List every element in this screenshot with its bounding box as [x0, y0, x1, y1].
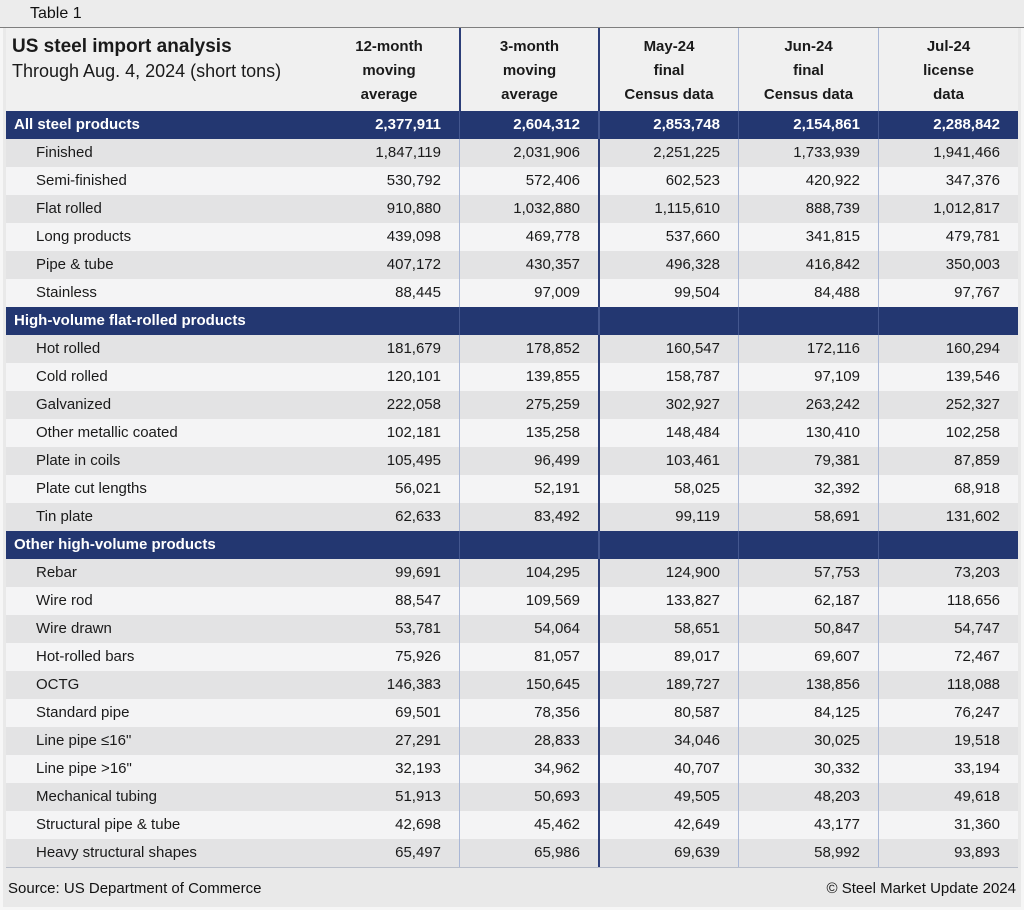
table-number-label: Table 1 [30, 5, 82, 22]
table-row [6, 699, 1018, 727]
cell-jul24: 97,767 [878, 279, 1018, 307]
cell-jul24: 160,294 [878, 335, 1018, 363]
cell-jun24: 69,607 [738, 643, 878, 671]
cell-12m: 105,495 [386, 452, 441, 469]
cell-jun24: 84,488 [738, 279, 878, 307]
cell-3m: 81,057 [459, 643, 598, 671]
row-label: Wire rod [36, 592, 93, 609]
table-row [6, 447, 1018, 475]
cell-jun24: 30,332 [738, 755, 878, 783]
cell-jun24: 32,392 [738, 475, 878, 503]
cell-jul24: 68,918 [878, 475, 1018, 503]
cell-jun24: 420,922 [738, 167, 878, 195]
cell-jul24: 73,203 [878, 559, 1018, 587]
cell-3m: 52,191 [459, 475, 598, 503]
table-row [6, 755, 1018, 783]
cell-3m: 50,693 [459, 783, 598, 811]
cell-12m: 56,021 [395, 480, 441, 497]
cell-12m: 69,501 [395, 704, 441, 721]
cell-jun24: 84,125 [738, 699, 878, 727]
cell-jul24: 33,194 [878, 755, 1018, 783]
cell-12m: 99,691 [395, 564, 441, 581]
row-label: Rebar [36, 564, 77, 581]
table-title-cell [6, 28, 319, 111]
cell-jul24: 76,247 [878, 699, 1018, 727]
row-label: Other metallic coated [36, 424, 178, 441]
cell-12m: 62,633 [395, 508, 441, 525]
cell-3m: 2,604,312 [459, 111, 598, 139]
cell-3m: 1,032,880 [459, 195, 598, 223]
cell-may24: 148,484 [598, 419, 738, 447]
cell-jun24: 263,242 [738, 391, 878, 419]
row-label: Plate in coils [36, 452, 121, 469]
cell-jul24: 54,747 [878, 615, 1018, 643]
table-row [6, 671, 1018, 699]
cell-3m: 150,645 [459, 671, 598, 699]
row-label: Line pipe >16" [36, 760, 132, 777]
cell-jul24 [878, 531, 1018, 559]
cell-jun24: 48,203 [738, 783, 878, 811]
table-row [6, 251, 1018, 279]
row-label: Hot-rolled bars [36, 648, 135, 665]
cell-jun24: 58,691 [738, 503, 878, 531]
row-label: Heavy structural shapes [36, 844, 197, 861]
table-row [6, 279, 1018, 307]
cell-may24 [598, 307, 738, 335]
row-label: Structural pipe & tube [36, 816, 181, 833]
column-header-jun24: Jun-24 final Census data [738, 28, 878, 111]
cell-jul24: 118,088 [878, 671, 1018, 699]
section-row [6, 531, 1018, 559]
cell-12m: 42,698 [395, 816, 441, 833]
row-label: Stainless [36, 284, 97, 301]
cell-3m [459, 307, 598, 335]
cell-3m: 469,778 [459, 223, 598, 251]
cell-jul24: 49,618 [878, 783, 1018, 811]
cell-may24: 42,649 [598, 811, 738, 839]
cell-3m: 135,258 [459, 419, 598, 447]
cell-jun24: 341,815 [738, 223, 878, 251]
row-label: Galvanized [36, 396, 112, 413]
row-label: Standard pipe [36, 704, 130, 721]
cell-jul24: 31,360 [878, 811, 1018, 839]
cell-12m: 146,383 [386, 676, 441, 693]
table-title: US steel import analysis [12, 36, 232, 57]
cell-12m [319, 307, 459, 335]
cell-may24: 133,827 [598, 587, 738, 615]
cell-may24: 602,523 [598, 167, 738, 195]
cell-12m: 75,926 [395, 648, 441, 665]
cell-jun24: 130,410 [738, 419, 878, 447]
cell-12m: 51,913 [395, 788, 441, 805]
cell-jun24: 30,025 [738, 727, 878, 755]
column-header-jul24: Jul-24 license data [878, 28, 1018, 111]
cell-jun24: 97,109 [738, 363, 878, 391]
cell-jun24: 1,733,939 [738, 139, 878, 167]
cell-12m: 53,781 [395, 620, 441, 637]
cell-may24: 99,504 [598, 279, 738, 307]
cell-may24: 2,251,225 [598, 139, 738, 167]
table-row [6, 391, 1018, 419]
cell-jun24 [738, 531, 878, 559]
table-row [6, 167, 1018, 195]
cell-jun24 [738, 307, 878, 335]
cell-3m: 83,492 [459, 503, 598, 531]
row-label: Mechanical tubing [36, 788, 157, 805]
cell-12m: 102,181 [386, 424, 441, 441]
cell-may24: 89,017 [598, 643, 738, 671]
table-body [6, 111, 1018, 868]
cell-jul24: 131,602 [878, 503, 1018, 531]
table-row [6, 223, 1018, 251]
cell-3m: 34,962 [459, 755, 598, 783]
cell-12m: 530,792 [386, 172, 441, 189]
table-row [6, 615, 1018, 643]
cell-3m: 430,357 [459, 251, 598, 279]
cell-3m [459, 531, 598, 559]
table-number-bar [0, 0, 1024, 28]
table-row [6, 727, 1018, 755]
cell-12m: 27,291 [395, 732, 441, 749]
cell-jun24: 888,739 [738, 195, 878, 223]
column-header-may24: May-24 final Census data [598, 28, 738, 111]
table-row [6, 195, 1018, 223]
cell-jul24: 87,859 [878, 447, 1018, 475]
cell-jul24: 1,941,466 [878, 139, 1018, 167]
cell-3m: 178,852 [459, 335, 598, 363]
table-row [6, 587, 1018, 615]
cell-may24: 80,587 [598, 699, 738, 727]
cell-may24: 58,651 [598, 615, 738, 643]
row-label: Cold rolled [36, 368, 108, 385]
cell-12m: 1,847,119 [375, 144, 441, 161]
cell-may24: 99,119 [598, 503, 738, 531]
cell-jul24: 102,258 [878, 419, 1018, 447]
cell-jul24: 1,012,817 [878, 195, 1018, 223]
cell-jul24: 139,546 [878, 363, 1018, 391]
row-label: Tin plate [36, 508, 93, 525]
row-label: Wire drawn [36, 620, 112, 637]
table-row [6, 783, 1018, 811]
cell-3m: 78,356 [459, 699, 598, 727]
cell-may24: 537,660 [598, 223, 738, 251]
table-sheet [0, 28, 1024, 868]
table-row [6, 839, 1018, 867]
cell-12m: 65,497 [395, 844, 441, 861]
cell-jul24: 479,781 [878, 223, 1018, 251]
cell-jul24: 347,376 [878, 167, 1018, 195]
row-label: Hot rolled [36, 340, 101, 357]
copyright-note: © Steel Market Update 2024 [826, 879, 1016, 897]
cell-3m: 54,064 [459, 615, 598, 643]
cell-jun24: 50,847 [738, 615, 878, 643]
cell-jun24: 2,154,861 [738, 111, 878, 139]
cell-3m: 28,833 [459, 727, 598, 755]
table-row [6, 643, 1018, 671]
cell-may24: 58,025 [598, 475, 738, 503]
cell-jul24: 2,288,842 [878, 111, 1018, 139]
cell-jun24: 58,992 [738, 839, 878, 867]
cell-3m: 572,406 [459, 167, 598, 195]
source-note: Source: US Department of Commerce [8, 879, 262, 897]
row-label: Finished [36, 144, 93, 161]
cell-3m: 97,009 [459, 279, 598, 307]
row-label: OCTG [36, 676, 80, 693]
cell-may24: 160,547 [598, 335, 738, 363]
cell-12m [319, 531, 459, 559]
cell-3m: 104,295 [459, 559, 598, 587]
cell-may24: 158,787 [598, 363, 738, 391]
cell-12m: 120,101 [386, 368, 441, 385]
cell-may24 [598, 531, 738, 559]
cell-may24: 34,046 [598, 727, 738, 755]
cell-may24: 302,927 [598, 391, 738, 419]
table-header-row [6, 28, 1018, 111]
cell-12m: 439,098 [386, 228, 441, 245]
cell-may24: 189,727 [598, 671, 738, 699]
cell-12m: 2,377,911 [375, 116, 441, 133]
row-label: Flat rolled [36, 200, 102, 217]
cell-12m: 32,193 [395, 760, 441, 777]
table-row [6, 363, 1018, 391]
table-row [6, 559, 1018, 587]
section-label: All steel products [14, 116, 140, 133]
row-label: Line pipe ≤16" [36, 732, 132, 749]
cell-jul24: 252,327 [878, 391, 1018, 419]
column-header-3m: 3-month moving average [459, 28, 598, 111]
table-row [6, 475, 1018, 503]
section-row [6, 307, 1018, 335]
row-label: Semi-finished [36, 172, 127, 189]
cell-may24: 2,853,748 [598, 111, 738, 139]
cell-jun24: 416,842 [738, 251, 878, 279]
cell-3m: 109,569 [459, 587, 598, 615]
cell-jun24: 79,381 [738, 447, 878, 475]
cell-jul24: 72,467 [878, 643, 1018, 671]
cell-may24: 40,707 [598, 755, 738, 783]
cell-jun24: 43,177 [738, 811, 878, 839]
cell-12m: 88,547 [395, 592, 441, 609]
cell-3m: 139,855 [459, 363, 598, 391]
cell-3m: 45,462 [459, 811, 598, 839]
row-label: Plate cut lengths [36, 480, 147, 497]
section-row [6, 111, 1018, 139]
section-label: High-volume flat-rolled products [14, 312, 246, 329]
cell-jul24 [878, 307, 1018, 335]
cell-3m: 96,499 [459, 447, 598, 475]
section-label: Other high-volume products [14, 536, 216, 553]
row-label: Pipe & tube [36, 256, 114, 273]
table-row [6, 503, 1018, 531]
table-row [6, 419, 1018, 447]
table-row [6, 139, 1018, 167]
cell-12m: 910,880 [386, 200, 441, 217]
cell-may24: 49,505 [598, 783, 738, 811]
cell-may24: 1,115,610 [598, 195, 738, 223]
cell-12m: 222,058 [386, 396, 441, 413]
table-row [6, 335, 1018, 363]
cell-may24: 124,900 [598, 559, 738, 587]
cell-3m: 2,031,906 [459, 139, 598, 167]
cell-jun24: 57,753 [738, 559, 878, 587]
cell-3m: 65,986 [459, 839, 598, 867]
cell-12m: 181,679 [386, 340, 441, 357]
cell-jul24: 19,518 [878, 727, 1018, 755]
cell-may24: 496,328 [598, 251, 738, 279]
cell-may24: 69,639 [598, 839, 738, 867]
cell-12m: 88,445 [395, 284, 441, 301]
cell-jul24: 93,893 [878, 839, 1018, 867]
cell-12m: 407,172 [386, 256, 441, 273]
column-header-12m: 12-month moving average [355, 38, 423, 103]
table-row [6, 811, 1018, 839]
table-subtitle: Through Aug. 4, 2024 (short tons) [12, 61, 282, 81]
cell-jun24: 62,187 [738, 587, 878, 615]
cell-may24: 103,461 [598, 447, 738, 475]
row-label: Long products [36, 228, 132, 245]
cell-jul24: 118,656 [878, 587, 1018, 615]
cell-jun24: 172,116 [738, 335, 878, 363]
cell-3m: 275,259 [459, 391, 598, 419]
table-footer [0, 868, 1024, 908]
cell-jun24: 138,856 [738, 671, 878, 699]
cell-jul24: 350,003 [878, 251, 1018, 279]
